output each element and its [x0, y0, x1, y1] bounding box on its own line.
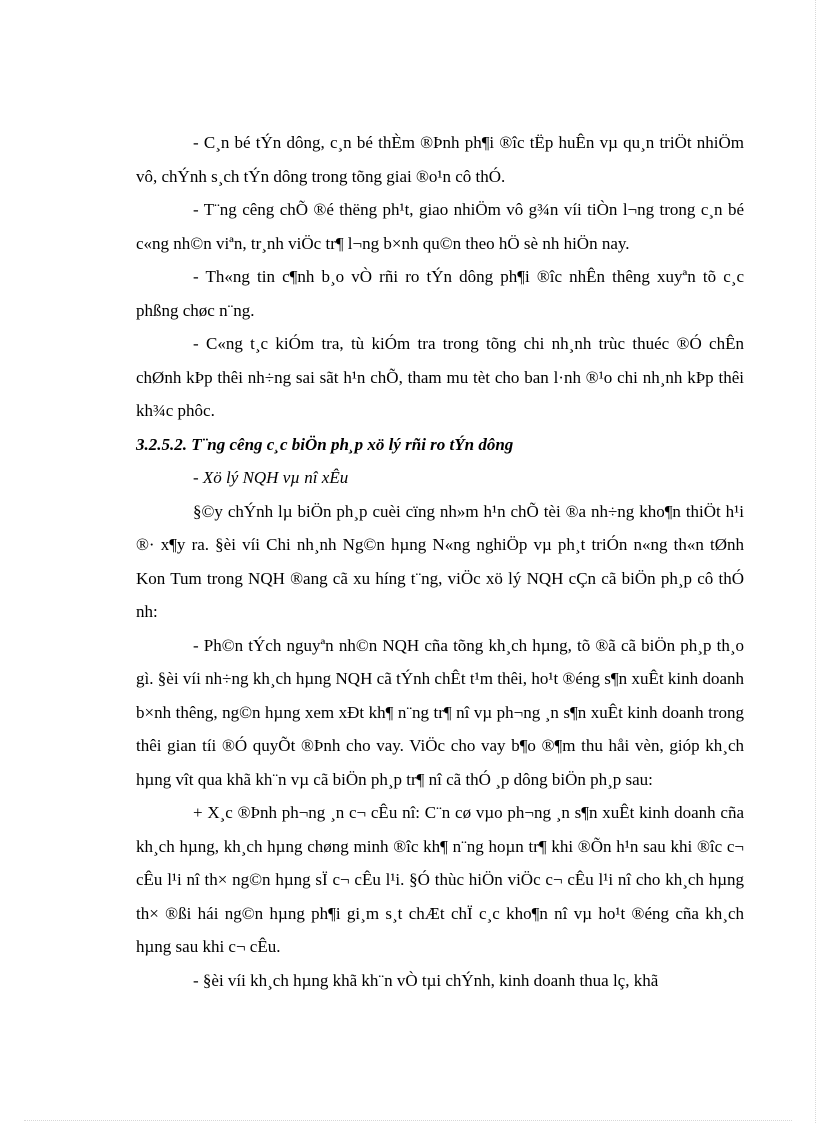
- paragraph-risk-warning: - Th«ng tin c¶nh b¸o vÒ rñi ro tÝn dông ph¶i ®îc nhÊn thêng xuyªn tõ c¸c phßng chøc n¨ng.: [136, 267, 744, 320]
- paragraph-financial-difficulty: - §èi víi kh¸ch hµng khã kh¨n vÒ tµi chÝnh, kinh doanh thua lç, khã: [193, 970, 659, 990]
- section-heading: 3.2.5.2. T¨ng cêng c¸c biÖn ph¸p xö lý rñi ro tÝn dông: [136, 434, 514, 454]
- paragraph-final-measure: §©y chÝnh lµ biÖn ph¸p cuèi cïng nh»m h¹n chÕ tèi ®a nh÷ng kho¶n thiÖt h¹i ®· x¶y ra. §èi víi Chi nh¸nh Ng©n hµng N«ng nghiÖp vµ ph¸t triÓn n«ng th«n tØnh Kon Tum trong NQH ®ang cã xu híng t¨ng, viÖc xö lý NQH cÇn cã biÖn ph¸p cô thÓ nh:: [136, 501, 744, 621]
- paragraph-inspection: - C«ng t¸c kiÓm tra, tù kiÓm tra trong tõng chi nh¸nh trùc thuéc ®Ó chÊn chØnh kÞp thêi nh÷ng sai sãt h¹n chÕ, tham mu tèt cho ban l·nh ®¹o chi nh¸nh kÞp thêi kh¾c phôc.: [136, 334, 744, 420]
- paragraph-training: - C¸n bé tÝn dông, c¸n bé thÈm ®Þnh ph¶i ®îc tËp huÊn vµ qu¸n triÖt nhiÖm vô, chÝnh s¸ch tÝn dông trong tõng giai ®o¹n cô thÓ.: [136, 133, 744, 186]
- paragraph-analysis: - Ph©n tÝch nguyªn nh©n NQH cña tõng kh¸ch hµng, tõ ®ã cã biÖn ph¸p th¸o gì. §èi víi nh÷ng kh¸ch hµng NQH cã tÝnh chÊt t¹m thêi, ho¹t ®éng s¶n xuÊt kinh doanh b×nh thêng, ng©n hµng xem xÐt kh¶ n¨ng tr¶ nî vµ ph¬ng ¸n s¶n xuÊt kinh doanh trong thêi gian tíi ®Ó quyÕt ®Þnh cho vay. ViÖc cho vay b¶o ®¶m thu håi vèn, gióp kh¸ch hµng vît qua khã kh¨n vµ cã biÖn ph¸p tr¶ nî cã thÓ ¸p dông biÖn ph¸p sau:: [136, 635, 744, 789]
- paragraph-restructure: + X¸c ®Þnh ph¬ng ¸n c¬ cÊu nî: C¨n cø vµo ph¬ng ¸n s¶n xuÊt kinh doanh cña kh¸ch hµng, kh¸ch hµng chøng minh ®îc kh¶ n¨ng hoµn tr¶ khi ®Õn h¹n sau khi ®îc c¬ cÊu l¹i nî th× ng©n hµng sÏ c¬ cÊu l¹i. §Ó thùc hiÖn viÖc c¬ cÊu l¹i nî cho kh¸ch hµng th× ®ßi hái ng©n hµng ph¶i gi¸m s¸t chÆt chÏ c¸c kho¶n nî vµ ho¹t ®éng cña kh¸ch hµng sau khi c¬ cÊu.: [136, 803, 744, 956]
- subheading: - Xö lý NQH vµ nî xÊu: [193, 468, 349, 487]
- page-body: [136, 126, 744, 997]
- paragraph-rewards: - T¨ng cêng chÕ ®é thëng ph¹t, giao nhiÖm vô g¾n víi tiÒn l¬ng trong c¸n bé c«ng nh©n viªn, tr¸nh viÖc tr¶ l¬ng b×nh qu©n theo hÖ sè nh hiÖn nay.: [136, 200, 744, 253]
- page-bottom-divider: [24, 1120, 792, 1121]
